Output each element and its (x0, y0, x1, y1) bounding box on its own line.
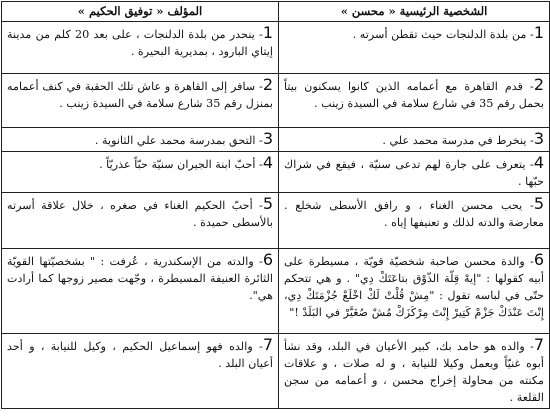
header-row (2, 2, 550, 22)
item-number: 7 (533, 335, 544, 354)
author-cell (2, 128, 279, 152)
character-cell (279, 249, 550, 334)
header-author: المؤلف « توفيق الحكيم » (2, 2, 279, 22)
table-row (2, 193, 550, 249)
cell-text: - ينحدر من بلدة الدلنجات ، على بعد 20 كلم من مدينة إيتاي البارود ، بمديرية البحيرة . (7, 28, 273, 58)
table-row (2, 249, 550, 334)
character-cell (279, 74, 550, 128)
author-cell (2, 193, 279, 249)
item-number: 4 (533, 153, 544, 172)
character-cell (279, 193, 550, 249)
character-cell (279, 128, 550, 152)
cell-text: - والدة محسن صاحبة شخصيّة قويّة ، مسيطرة على أبيه كقولها : "إيهْ قِلّة الذّوْق بتاعَتَكْ دِي" . و هي تتحكم حتّى في لباسه تقول : "مِشْ قُلْتْ لَكْ اخْلَعْ جُزْمَتَكْ دِي، إِنْتَ عَنْدَكْ جَزْمْ كَتِيرْ إِنْتَ مِرْكَزَكْ مُشْ صُغَيَّرْ في البَلَدْ !" (284, 255, 544, 319)
cell-text: - يحب محسن الغناء ، و رافق الأسطى شخلع . معارضة والدته لذلك و تعنيفها إياه . (284, 199, 544, 229)
item-number: 1 (262, 23, 273, 42)
author-cell (2, 22, 279, 74)
cell-text: - من بلدة الدلنجات حيث تقطن أسرته . (352, 28, 534, 41)
item-number: 1 (533, 23, 544, 42)
table-row (2, 128, 550, 152)
cell-text: - والدته من الإسكندرية ، عُرفت : " بشخصيّتها القويّة الثائرة العنيفة المسيطرة ، وجّهت مصير زوجها كما أرادت هي". (7, 255, 273, 302)
cell-text: - أحبّ الحكيم الغناء في صغره ، خلال علاقة أسرته بالأسطى حميدة . (7, 199, 273, 229)
table-row (2, 152, 550, 193)
cell-text: - التحق بمدرسة محمد علي الثانوية . (94, 134, 263, 147)
cell-text: - قدم القاهرة مع أعمامه الذين كانوا يسكنون بيتاً بحمل رقم 35 في شارع سلامة في السيدة زينب . (284, 80, 544, 110)
item-number: 5 (262, 194, 273, 213)
item-number: 6 (533, 250, 544, 269)
item-number: 2 (262, 75, 273, 94)
item-number: 2 (533, 75, 544, 94)
comparison-table (1, 1, 550, 409)
item-number: 6 (262, 250, 273, 269)
character-cell (279, 152, 550, 193)
item-number: 4 (262, 153, 273, 172)
author-cell (2, 334, 279, 409)
author-cell (2, 74, 279, 128)
table-row (2, 334, 550, 409)
cell-text: - أحبّ ابنة الجيران سنيّة حبّاً عذريّاً . (99, 158, 263, 171)
item-number: 7 (262, 335, 273, 354)
cell-text: - سافر إلى القاهرة و عاش تلك الحقبة في كنف أعمامه بمنزل رقم 35 شارع سلامة في السيدة زينب . (7, 80, 273, 110)
table-row (2, 22, 550, 74)
character-cell (279, 22, 550, 74)
cell-text: - والده فهو إسماعيل الحكيم ، وكيل للنيابة ، و أحد أعيان البلد . (7, 340, 273, 370)
table-row (2, 74, 550, 128)
header-character: الشخصية الرئيسية « محسن » (279, 2, 550, 22)
item-number: 5 (533, 194, 544, 213)
cell-text: - والده هو حامد بك، كبير الأعيان في البلد، وقد نشأ أبوه غنيّاً ويعمل وكيلا للنيابة ، و له صلات ، و علاقات مكنته من محاولة إخراج محسن ، و أعمامه من سجن القلعة . (284, 340, 544, 404)
item-number: 3 (533, 129, 544, 148)
author-cell (2, 249, 279, 334)
cell-text: - ينخرط في مدرسة محمد علي . (382, 134, 534, 147)
author-cell (2, 152, 279, 193)
character-cell (279, 334, 550, 409)
cell-text: - يتعرف على جارة لهم تدعى سنيّة ، فيقع في شراك حبّها . (284, 158, 544, 188)
item-number: 3 (262, 129, 273, 148)
